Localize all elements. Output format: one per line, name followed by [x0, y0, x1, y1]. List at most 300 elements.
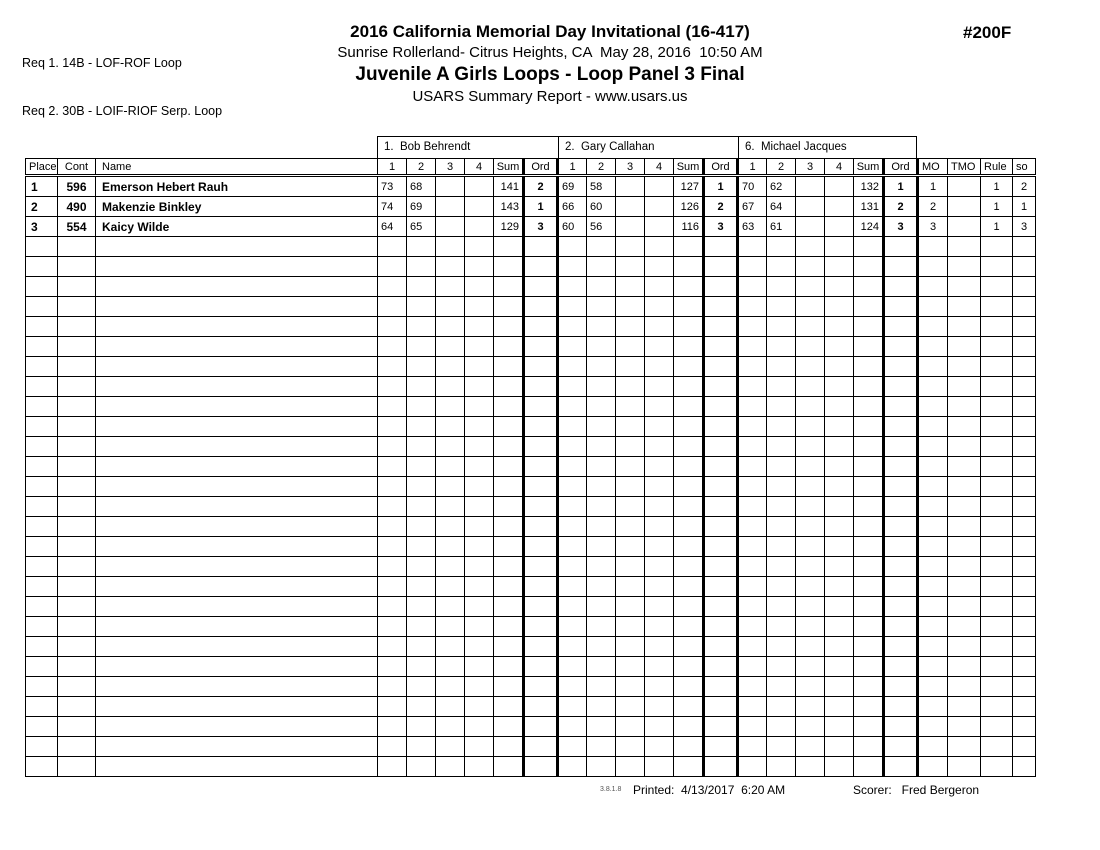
- judge3-score-cell: [767, 437, 796, 457]
- judge3-sum-cell: [854, 377, 884, 397]
- name-cell: [96, 517, 378, 537]
- judge2-ord-cell: [704, 717, 738, 737]
- judge3-sum-cell: 131: [854, 197, 884, 217]
- judge1-ord-cell: [524, 517, 558, 537]
- judge3-score-cell: [825, 757, 854, 777]
- judge3-ord-cell: [884, 617, 918, 637]
- mo-cell: [918, 237, 948, 257]
- report-type-line: USARS Summary Report - www.usars.us: [412, 88, 688, 105]
- judge3-score-cell: [796, 377, 825, 397]
- judge3-score-cell: 62: [767, 176, 796, 197]
- mo-cell: [918, 437, 948, 457]
- judge2-score-cell: [616, 617, 645, 637]
- place-cell: [26, 557, 58, 577]
- cont-cell: [58, 317, 96, 337]
- place-cell: [26, 537, 58, 557]
- name-cell: [96, 277, 378, 297]
- judge1-ord-cell: [524, 357, 558, 377]
- mo-cell: [918, 557, 948, 577]
- judge2-score-cell: [645, 757, 674, 777]
- so-cell: [1013, 677, 1036, 697]
- place-cell: [26, 697, 58, 717]
- judge2-sum-cell: [674, 277, 704, 297]
- judge3-score-cell: [767, 317, 796, 337]
- judge3-sum-cell: [854, 657, 884, 677]
- judge1-score-cell: [465, 417, 494, 437]
- judge3-score-cell: [825, 657, 854, 677]
- rule-cell: [981, 357, 1013, 377]
- judge3-score-cell: [825, 297, 854, 317]
- judge1-score-cell: [407, 337, 436, 357]
- so-cell: 1: [1013, 197, 1036, 217]
- place-cell: [26, 617, 58, 637]
- mo-cell: [918, 617, 948, 637]
- tmo-cell: [948, 397, 981, 417]
- judge1-score-cell: [378, 657, 407, 677]
- col-header-rule: Rule: [981, 159, 1013, 176]
- col-header-judge3-4: 4: [825, 159, 854, 176]
- judge3-score-cell: [767, 577, 796, 597]
- judge3-sum-cell: [854, 417, 884, 437]
- judge3-score-cell: [738, 457, 767, 477]
- judge2-score-cell: [645, 517, 674, 537]
- judge2-sum-cell: 116: [674, 217, 704, 237]
- judge1-score-cell: [436, 377, 465, 397]
- judge2-score-cell: [587, 257, 616, 277]
- judge1-score-cell: [436, 397, 465, 417]
- place-cell: [26, 637, 58, 657]
- so-cell: [1013, 637, 1036, 657]
- judge2-score-cell: [587, 477, 616, 497]
- judge1-sum-cell: [494, 757, 524, 777]
- judge3-ord-cell: [884, 377, 918, 397]
- tmo-cell: [948, 737, 981, 757]
- tmo-cell: [948, 197, 981, 217]
- cont-cell: [58, 717, 96, 737]
- name-cell: [96, 657, 378, 677]
- judge3-ord-cell: [884, 757, 918, 777]
- judge2-score-cell: [645, 277, 674, 297]
- judge3-score-cell: [825, 417, 854, 437]
- judge2-score-cell: [558, 237, 587, 257]
- judge3-sum-cell: [854, 517, 884, 537]
- judge1-score-cell: [407, 257, 436, 277]
- printed-timestamp: Printed: 4/13/2017 6:20 AM: [633, 783, 786, 797]
- judge3-score-cell: [767, 557, 796, 577]
- cont-cell: [58, 397, 96, 417]
- col-header-judge3-ord: Ord: [884, 159, 918, 176]
- judge1-ord-cell: [524, 457, 558, 477]
- col-header-judge3-1: 1: [738, 159, 767, 176]
- judge3-score-cell: [825, 557, 854, 577]
- mo-cell: 2: [918, 197, 948, 217]
- judge3-ord-cell: [884, 497, 918, 517]
- judge1-score-cell: [378, 637, 407, 657]
- judge2-score-cell: [645, 377, 674, 397]
- so-cell: [1013, 537, 1036, 557]
- judge3-ord-cell: [884, 657, 918, 677]
- judge3-sum-cell: 132: [854, 176, 884, 197]
- judge2-score-cell: [558, 757, 587, 777]
- judge2-score-cell: [645, 437, 674, 457]
- judge2-score-cell: [616, 657, 645, 677]
- judge2-score-cell: [645, 657, 674, 677]
- skater-row: [26, 197, 1036, 217]
- judge2-score-cell: [558, 497, 587, 517]
- rule-cell: [981, 597, 1013, 617]
- empty-row: [26, 557, 1036, 577]
- empty-row: [26, 257, 1036, 277]
- judge1-score-cell: [465, 577, 494, 597]
- judge1-score-cell: [378, 297, 407, 317]
- judge1-score-cell: [436, 677, 465, 697]
- requirement-line-2: Req 2. 30B - LOIF-RIOF Serp. Loop: [22, 104, 223, 118]
- judge1-score-cell: [436, 257, 465, 277]
- judge3-score-cell: [796, 257, 825, 277]
- mo-cell: 3: [918, 217, 948, 237]
- judge3-ord-cell: 2: [884, 197, 918, 217]
- judge3-score-cell: [767, 677, 796, 697]
- judge2-sum-cell: [674, 337, 704, 357]
- judge3-score-cell: [825, 317, 854, 337]
- judge1-sum-cell: [494, 517, 524, 537]
- so-cell: [1013, 717, 1036, 737]
- judge1-score-cell: [465, 537, 494, 557]
- judge1-score-cell: [378, 417, 407, 437]
- judge1-score-cell: [436, 557, 465, 577]
- judge1-score-cell: [436, 477, 465, 497]
- judge2-ord-cell: [704, 257, 738, 277]
- judge1-score-cell: [378, 397, 407, 417]
- judge2-score-cell: [616, 637, 645, 657]
- name-cell: [96, 357, 378, 377]
- judge1-score-cell: [465, 357, 494, 377]
- judge1-score-cell: [378, 557, 407, 577]
- judge1-ord-cell: [524, 557, 558, 577]
- judge3-score-cell: [825, 337, 854, 357]
- judge2-score-cell: [587, 417, 616, 437]
- judge3-score-cell: [825, 737, 854, 757]
- judge2-score-cell: 66: [558, 197, 587, 217]
- judge2-ord-cell: [704, 537, 738, 557]
- judge2-sum-cell: [674, 417, 704, 437]
- place-cell: [26, 437, 58, 457]
- judge3-score-cell: [796, 697, 825, 717]
- judge1-score-cell: [436, 237, 465, 257]
- judge2-score-cell: [558, 397, 587, 417]
- judge1-ord-cell: [524, 277, 558, 297]
- judge2-sum-cell: [674, 537, 704, 557]
- judge3-score-cell: [767, 357, 796, 377]
- judge2-score-cell: [587, 737, 616, 757]
- judge3-ord-cell: [884, 557, 918, 577]
- judge3-score-cell: [738, 577, 767, 597]
- cont-cell: [58, 577, 96, 597]
- judge2-sum-cell: 127: [674, 176, 704, 197]
- doc-number: #200F: [963, 23, 1012, 42]
- judge2-score-cell: 69: [558, 176, 587, 197]
- name-cell: [96, 397, 378, 417]
- judge1-sum-cell: [494, 677, 524, 697]
- so-cell: [1013, 417, 1036, 437]
- name-cell: Kaicy Wilde: [96, 217, 378, 237]
- judge1-score-cell: [378, 717, 407, 737]
- judge1-ord-cell: [524, 377, 558, 397]
- judge3-ord-cell: [884, 717, 918, 737]
- judge2-score-cell: [616, 597, 645, 617]
- mo-cell: [918, 577, 948, 597]
- empty-row: [26, 497, 1036, 517]
- tmo-cell: [948, 697, 981, 717]
- empty-row: [26, 237, 1036, 257]
- judge3-score-cell: [738, 237, 767, 257]
- empty-row: [26, 637, 1036, 657]
- judge3-score-cell: [767, 657, 796, 677]
- name-cell: [96, 417, 378, 437]
- judge3-sum-cell: [854, 237, 884, 257]
- cont-cell: [58, 477, 96, 497]
- judge3-score-cell: [796, 337, 825, 357]
- judge3-score-cell: [738, 657, 767, 677]
- judge1-score-cell: [407, 377, 436, 397]
- judge3-sum-cell: [854, 457, 884, 477]
- judge2-ord-cell: [704, 657, 738, 677]
- place-cell: [26, 397, 58, 417]
- judge2-score-cell: [616, 437, 645, 457]
- judge1-score-cell: [407, 657, 436, 677]
- judge2-score-cell: [645, 737, 674, 757]
- judge2-ord-cell: [704, 477, 738, 497]
- col-header-judge1-1: 1: [378, 159, 407, 176]
- name-cell: [96, 617, 378, 637]
- so-cell: 3: [1013, 217, 1036, 237]
- judge2-score-cell: [616, 377, 645, 397]
- judge3-score-cell: [796, 717, 825, 737]
- judge1-ord-cell: [524, 637, 558, 657]
- empty-row: [26, 317, 1036, 337]
- judge2-score-cell: [616, 577, 645, 597]
- tmo-cell: [948, 477, 981, 497]
- judge1-score-cell: [436, 757, 465, 777]
- judge3-score-cell: [796, 617, 825, 637]
- judge3-score-cell: [825, 176, 854, 197]
- judge1-ord-cell: [524, 697, 558, 717]
- judge3-sum-cell: [854, 677, 884, 697]
- judge2-score-cell: [587, 397, 616, 417]
- empty-row: [26, 337, 1036, 357]
- judge3-score-cell: [796, 217, 825, 237]
- judge1-score-cell: [378, 597, 407, 617]
- judge1-sum-cell: [494, 657, 524, 677]
- empty-row: [26, 397, 1036, 417]
- judge2-ord-cell: [704, 397, 738, 417]
- judge2-score-cell: [645, 357, 674, 377]
- judge2-sum-cell: [674, 737, 704, 757]
- judge1-ord-cell: [524, 757, 558, 777]
- judge1-score-cell: 64: [378, 217, 407, 237]
- judge2-score-cell: [558, 457, 587, 477]
- judge2-score-cell: [616, 297, 645, 317]
- mo-cell: [918, 597, 948, 617]
- mo-cell: [918, 477, 948, 497]
- cont-cell: [58, 697, 96, 717]
- col-header-judge2-2: 2: [587, 159, 616, 176]
- judge2-score-cell: [558, 637, 587, 657]
- judge3-score-cell: [796, 497, 825, 517]
- judge2-sum-cell: [674, 297, 704, 317]
- judge2-score-cell: [645, 197, 674, 217]
- judge3-score-cell: [738, 717, 767, 737]
- judge2-score-cell: [587, 297, 616, 317]
- judge2-score-cell: [645, 677, 674, 697]
- judge1-score-cell: [407, 497, 436, 517]
- rule-cell: [981, 637, 1013, 657]
- judge1-score-cell: [407, 737, 436, 757]
- table-header-row: [26, 159, 1036, 176]
- judge3-ord-cell: [884, 237, 918, 257]
- empty-row: [26, 477, 1036, 497]
- judge3-sum-cell: [854, 497, 884, 517]
- judge1-score-cell: [436, 217, 465, 237]
- rule-cell: 1: [981, 176, 1013, 197]
- tmo-cell: [948, 597, 981, 617]
- cont-cell: [58, 757, 96, 777]
- judge3-ord-cell: [884, 357, 918, 377]
- judge2-score-cell: [616, 557, 645, 577]
- place-cell: [26, 577, 58, 597]
- judge2-score-cell: [645, 597, 674, 617]
- judge3-score-cell: [796, 176, 825, 197]
- judge3-score-cell: [825, 457, 854, 477]
- judge3-sum-cell: [854, 737, 884, 757]
- judge3-score-cell: 64: [767, 197, 796, 217]
- judge2-score-cell: [587, 457, 616, 477]
- judge2-score-cell: [558, 717, 587, 737]
- rule-cell: [981, 517, 1013, 537]
- judge3-score-cell: [825, 277, 854, 297]
- rule-cell: [981, 577, 1013, 597]
- empty-row: [26, 457, 1036, 477]
- judge3-ord-cell: [884, 397, 918, 417]
- rule-cell: 1: [981, 217, 1013, 237]
- judge1-score-cell: [436, 417, 465, 437]
- empty-row: [26, 697, 1036, 717]
- judge2-score-cell: [558, 257, 587, 277]
- rule-cell: [981, 657, 1013, 677]
- mo-cell: [918, 417, 948, 437]
- judge2-score-cell: 56: [587, 217, 616, 237]
- judge2-score-cell: [645, 637, 674, 657]
- judge3-score-cell: [767, 737, 796, 757]
- judge1-score-cell: [407, 397, 436, 417]
- so-cell: [1013, 737, 1036, 757]
- judge1-score-cell: [436, 337, 465, 357]
- judge2-score-cell: [616, 497, 645, 517]
- judge1-score-cell: [465, 317, 494, 337]
- cont-cell: 596: [58, 176, 96, 197]
- cont-cell: [58, 457, 96, 477]
- place-cell: [26, 257, 58, 277]
- judge3-ord-cell: [884, 537, 918, 557]
- mo-cell: [918, 457, 948, 477]
- col-header-place: Place: [26, 159, 58, 176]
- judge1-ord-cell: [524, 297, 558, 317]
- judge1-score-cell: [378, 357, 407, 377]
- place-cell: [26, 337, 58, 357]
- judge2-score-cell: [587, 697, 616, 717]
- judge1-score-cell: [465, 297, 494, 317]
- place-cell: [26, 597, 58, 617]
- judge1-score-cell: [436, 637, 465, 657]
- judge3-score-cell: [796, 437, 825, 457]
- cont-cell: [58, 237, 96, 257]
- rule-cell: [981, 737, 1013, 757]
- judge3-score-cell: [796, 637, 825, 657]
- judge2-score-cell: [587, 757, 616, 777]
- judge1-score-cell: 65: [407, 217, 436, 237]
- tmo-cell: [948, 257, 981, 277]
- judge3-score-cell: [796, 417, 825, 437]
- judge3-score-cell: [738, 297, 767, 317]
- judge2-score-cell: [558, 537, 587, 557]
- col-header-judge1-4: 4: [465, 159, 494, 176]
- place-cell: [26, 357, 58, 377]
- judge2-score-cell: [645, 537, 674, 557]
- judge2-score-cell: [558, 357, 587, 377]
- empty-row: [26, 417, 1036, 437]
- judge3-ord-cell: [884, 597, 918, 617]
- judge2-score-cell: [558, 597, 587, 617]
- judge2-score-cell: [558, 657, 587, 677]
- judge3-score-cell: [767, 497, 796, 517]
- judge3-score-cell: [796, 357, 825, 377]
- judge1-sum-cell: [494, 297, 524, 317]
- judge2-score-cell: [558, 577, 587, 597]
- place-cell: 1: [26, 176, 58, 197]
- judge3-score-cell: [825, 497, 854, 517]
- judge3-ord-cell: [884, 257, 918, 277]
- judge1-ord-cell: [524, 257, 558, 277]
- judge3-score-cell: [825, 697, 854, 717]
- name-cell: [96, 337, 378, 357]
- judge1-score-cell: [436, 737, 465, 757]
- empty-row: [26, 597, 1036, 617]
- judge1-sum-cell: [494, 377, 524, 397]
- cont-cell: [58, 377, 96, 397]
- empty-row: [26, 657, 1036, 677]
- judge1-score-cell: [407, 697, 436, 717]
- judge1-score-cell: [436, 697, 465, 717]
- place-cell: [26, 657, 58, 677]
- empty-row: [26, 437, 1036, 457]
- cont-cell: [58, 357, 96, 377]
- mo-cell: [918, 317, 948, 337]
- rule-cell: [981, 297, 1013, 317]
- cont-cell: [58, 497, 96, 517]
- judge2-score-cell: [587, 277, 616, 297]
- judge2-ord-cell: [704, 417, 738, 437]
- judge1-score-cell: [378, 517, 407, 537]
- judge1-score-cell: [378, 337, 407, 357]
- judge1-score-cell: [436, 317, 465, 337]
- judge1-score-cell: [378, 497, 407, 517]
- cont-cell: [58, 597, 96, 617]
- judge1-score-cell: [378, 757, 407, 777]
- judge2-score-cell: [616, 677, 645, 697]
- judge3-sum-cell: [854, 317, 884, 337]
- judge3-ord-cell: [884, 677, 918, 697]
- judge2-ord-cell: [704, 677, 738, 697]
